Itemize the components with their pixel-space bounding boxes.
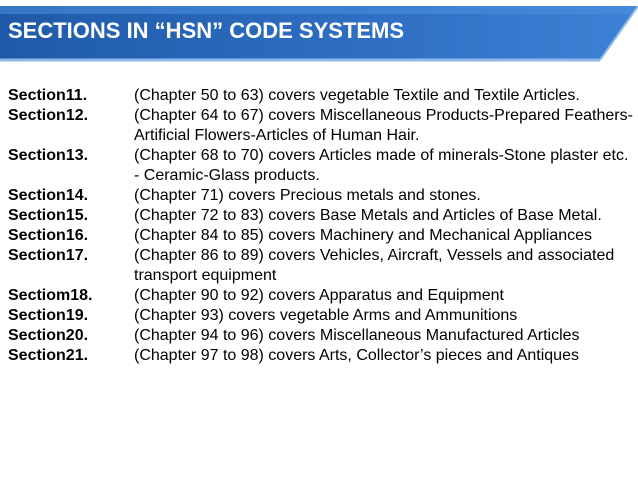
section-label: Section15. [8, 207, 89, 224]
section-row [8, 286, 634, 306]
section-row [8, 86, 634, 106]
section-row [8, 106, 634, 146]
section-row [8, 246, 634, 286]
section-row [8, 226, 634, 246]
section-label: Section21. [8, 347, 89, 364]
sections-list [8, 86, 634, 366]
section-label: Section19. [8, 307, 89, 324]
section-label: Section20. [8, 327, 89, 344]
page-title: SECTIONS IN “HSN” CODE SYSTEMS [8, 18, 405, 43]
section-row [8, 186, 634, 206]
section-description: (Chapter 97 to 98) covers Arts, Collector’s pieces and Antiques [134, 347, 579, 364]
section-description: (Chapter 94 to 96) covers Miscellaneous Manufactured Articles [134, 327, 580, 344]
section-description: (Chapter 64 to 67) covers Miscellaneous Products-Prepared Feathers-Artificial Flowers-Articles of Human Hair. [134, 107, 633, 144]
section-row [8, 206, 634, 226]
section-label: Section16. [8, 227, 89, 244]
section-description: (Chapter 84 to 85) covers Machinery and Mechanical Appliances [134, 227, 593, 244]
section-row [8, 146, 634, 186]
section-description: (Chapter 68 to 70) covers Articles made of minerals-Stone plaster etc. - Ceramic-Glass products. [134, 147, 629, 184]
section-row [8, 346, 634, 366]
section-label: Sectiom18. [8, 287, 93, 304]
title-banner [0, 0, 638, 70]
section-label: Section14. [8, 187, 89, 204]
section-description: (Chapter 72 to 83) covers Base Metals and Articles of Base Metal. [134, 207, 602, 224]
section-description: (Chapter 90 to 92) covers Apparatus and Equipment [134, 287, 504, 304]
section-label: Section13. [8, 147, 89, 164]
section-description: (Chapter 93) covers vegetable Arms and Ammunitions [134, 307, 518, 324]
section-label: Section12. [8, 107, 89, 124]
section-description: (Chapter 50 to 63) covers vegetable Textile and Textile Articles. [134, 87, 580, 104]
section-row [8, 306, 634, 326]
section-description: (Chapter 86 to 89) covers Vehicles, Aircraft, Vessels and associated transport equipment [134, 247, 615, 284]
section-row [8, 326, 634, 346]
section-description: (Chapter 71) covers Precious metals and stones. [134, 187, 481, 204]
section-label: Section11. [8, 87, 88, 104]
section-label: Section17. [8, 247, 89, 264]
